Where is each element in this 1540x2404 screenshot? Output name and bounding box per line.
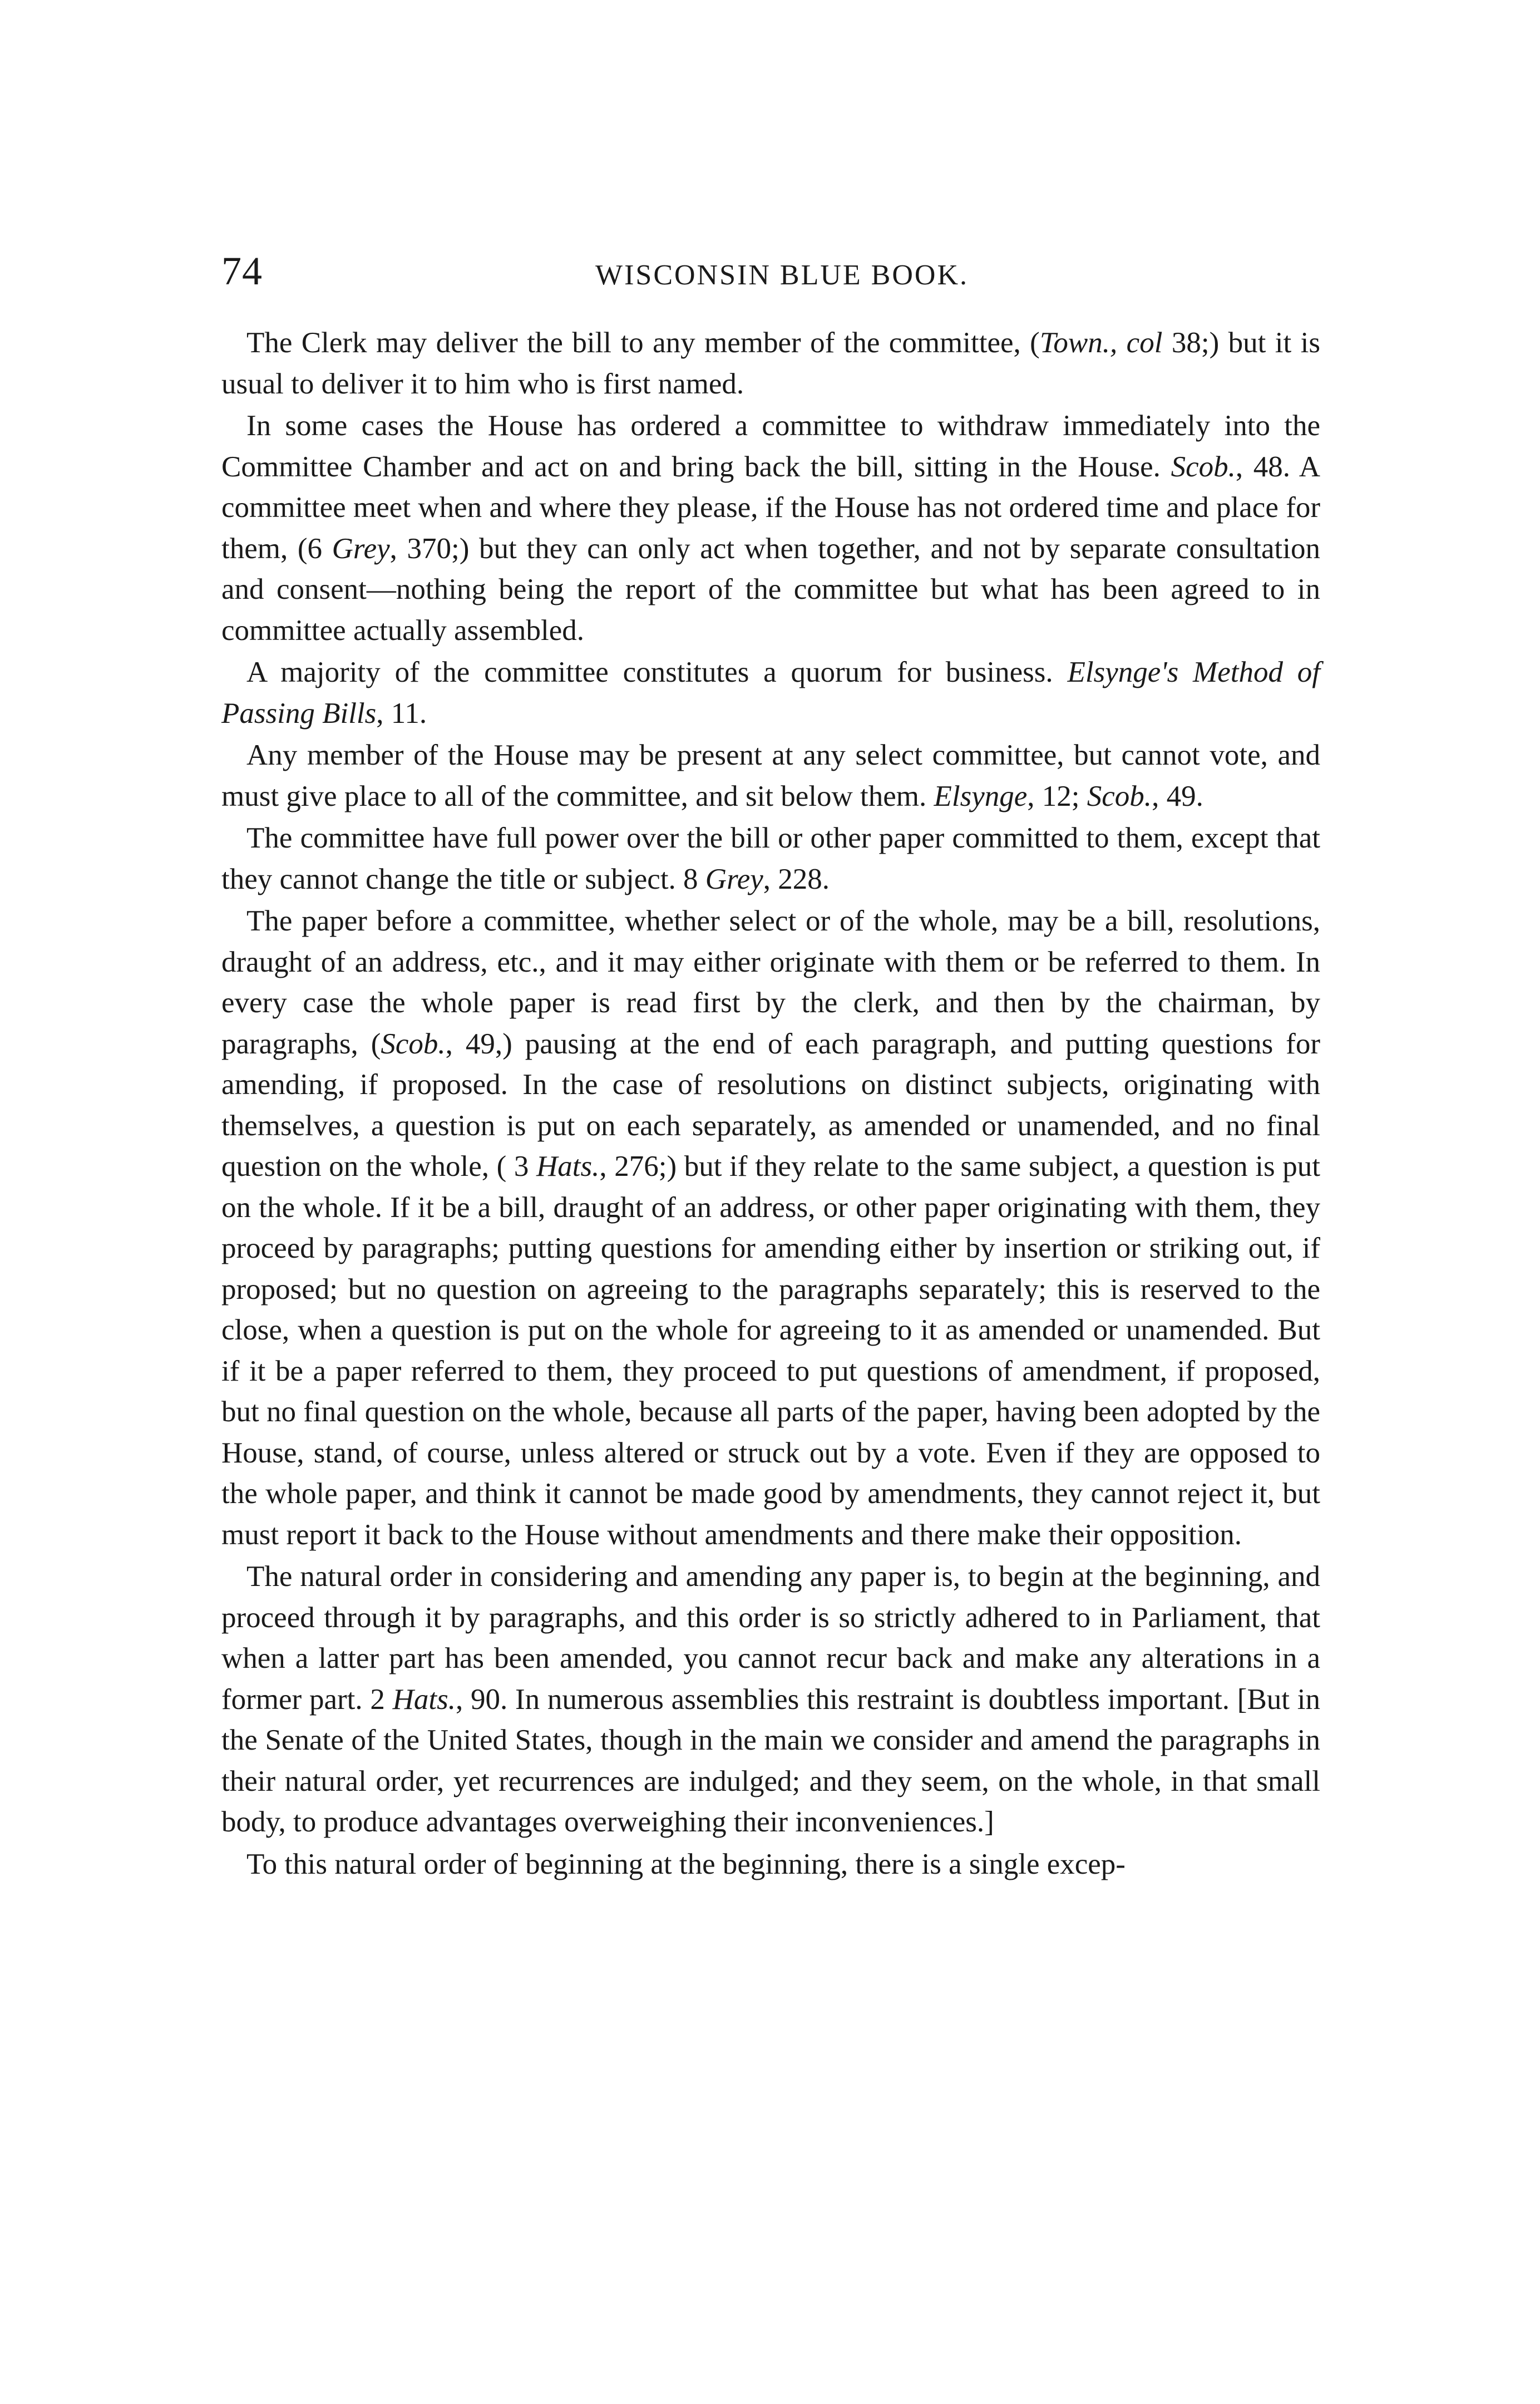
- citation-text: Scob.: [381, 1027, 446, 1060]
- citation-text: Hats.: [536, 1150, 600, 1183]
- paragraph: [221, 818, 1320, 900]
- paragraph-text: To this natural order of beginning at the beginning, there is a single excep-: [246, 1848, 1126, 1880]
- page-header: [221, 246, 1320, 296]
- paragraph-text: , 11.: [376, 697, 427, 730]
- paragraph: [221, 901, 1320, 1555]
- citation-text: Grey: [332, 532, 390, 565]
- paragraph: [221, 1844, 1320, 1885]
- paragraph-text: , 49,) pausing at the end of each paragraph, and putting questions for amending, if proposed. In the case of resolutions on distinct subjects, originating with themselves, a question is put on each separately, as amended or unamended, and no final question on the whole, ( 3: [221, 1027, 1320, 1183]
- paragraph-text: The committee have full power over the bill or other paper committed to them, except that they cannot change the title or subject. 8: [221, 822, 1320, 895]
- paragraph-text: , 48. A committee meet when and where they please, if the House has not ordered time and place for them, (6: [221, 450, 1321, 565]
- running-title: WISCONSIN BLUE BOOK.: [595, 259, 969, 291]
- paragraph-text: In some cases the House has ordered a committee to withdraw immediately into the Committee Chamber and act on and bring back the bill, sitting in the House.: [221, 410, 1320, 483]
- citation-text: Scob.: [1087, 780, 1152, 812]
- paragraph-text: , 370;) but they can only act when together, and not by separate consultation and consent—nothing being the report of the committee but what has been agreed to in committee actually assembled.: [221, 532, 1320, 647]
- page-number: 74: [221, 249, 263, 293]
- citation-text: Grey: [705, 863, 763, 895]
- citation-text: Elsynge: [934, 780, 1028, 812]
- paragraph-text: , 228.: [763, 863, 830, 895]
- paragraph: [221, 323, 1320, 405]
- paragraph: [221, 1556, 1320, 1843]
- citation-text: Town., col: [1039, 327, 1163, 359]
- paragraph-text: The Clerk may deliver the bill to any member of the committee, (: [246, 327, 1040, 359]
- paragraph-text: , 12;: [1027, 780, 1087, 812]
- paragraph: [221, 652, 1320, 734]
- paragraph-text: , 49.: [1152, 780, 1203, 812]
- paragraph-text: Any member of the House may be present at any select committee, but cannot vote, and must give place to all of the committee, and sit below them.: [221, 739, 1320, 812]
- paragraph: [221, 406, 1320, 651]
- paragraph-text: A majority of the committee constitutes a quorum for business.: [246, 656, 1068, 688]
- paragraph: [221, 735, 1320, 817]
- citation-text: Elsynge's Method of Passing Bills: [221, 656, 1320, 730]
- citation-text: Scob.: [1171, 450, 1236, 483]
- paragraph-text: , 90. In numerous assemblies this restraint is doubtless important. [But in the Senate of the United States, though in the main we consider and amend the paragraphs in their natural order, yet recurrences are indulged; and they seem, on the whole, in that small body, to produce advantages overweighing their inconveniences.]: [221, 1683, 1320, 1838]
- paragraph-text: , 276;) but if they relate to the same subject, a question is put on the whole. If it be a bill, draught of an address, or other paper originating with them, they proceed by paragraphs; putting questions for amending either by insertion or striking out, if proposed; but no question on agreeing to the paragraphs separately; this is reserved to the close, when a question is put on the whole for agreeing to it as amended or unamended. But if it be a paper referred to them, they proceed to put questions of amendment, if proposed, but no final question on the whole, because all parts of the paper, having been adopted by the House, stand, of course, unless altered or struck out by a vote. Even if they are opposed to the whole paper, and think it cannot be made good by amendments, they cannot reject it, but must report it back to the House without amendments and there make their opposition.: [221, 1150, 1320, 1551]
- body-text: [221, 323, 1320, 1885]
- paragraph-text: 38;) but it is usual to deliver it to him who is first named.: [221, 327, 1320, 400]
- citation-text: Hats.: [392, 1683, 456, 1716]
- paragraph-text: The paper before a committee, whether select or of the whole, may be a bill, resolutions, draught of an address, etc., and it may either originate with them or be referred to them. In every case the whole paper is read first by the clerk, and then by the chairman, by paragraphs, (: [221, 905, 1320, 1060]
- paragraph-text: The natural order in considering and amending any paper is, to begin at the beginning, and proceed through it by paragraphs, and this order is so strictly adhered to in Parliament, that when a latter part has been amended, you cannot recur back and make any alterations in a former part. 2: [221, 1560, 1320, 1716]
